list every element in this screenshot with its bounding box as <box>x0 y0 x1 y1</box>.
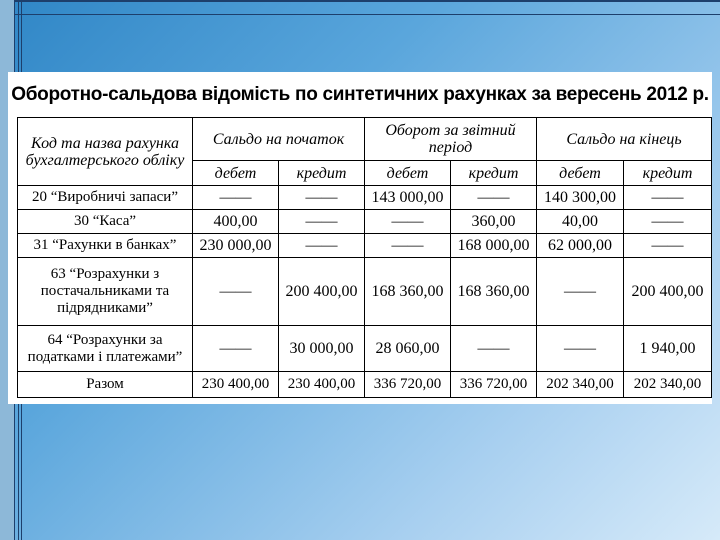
table-cell: —— <box>279 210 365 234</box>
total-cell: 202 340,00 <box>537 372 624 398</box>
table-cell: 30 000,00 <box>279 326 365 372</box>
debit-header: дебет <box>365 161 451 186</box>
table-cell: 140 300,00 <box>537 186 624 210</box>
table-row <box>18 210 712 234</box>
table-row <box>18 326 712 372</box>
table-cell: —— <box>624 210 712 234</box>
table-cell: —— <box>279 186 365 210</box>
total-row <box>18 372 712 398</box>
page-title: Оборотно-сальдова відомість по синтетичних рахунках за вересень 2012 р. <box>11 84 709 105</box>
table-cell: —— <box>537 258 624 326</box>
total-cell: 336 720,00 <box>451 372 537 398</box>
table-cell: —— <box>193 186 279 210</box>
account-name: 63 “Розрахунки з постачальниками та підрядниками” <box>18 258 193 326</box>
table-row <box>18 234 712 258</box>
table-cell: 28 060,00 <box>365 326 451 372</box>
frame-top-line <box>0 14 720 15</box>
total-cell: 202 340,00 <box>624 372 712 398</box>
debit-header: дебет <box>193 161 279 186</box>
table-cell: —— <box>279 234 365 258</box>
turnover-header: Оборот за звітний період <box>365 118 537 161</box>
slide-content-panel <box>8 72 712 404</box>
table-cell: —— <box>624 234 712 258</box>
opening-balance-header: Сальдо на початок <box>193 118 365 161</box>
table-cell: 168 360,00 <box>451 258 537 326</box>
table-cell: —— <box>537 326 624 372</box>
table-cell: —— <box>193 258 279 326</box>
table-cell: 200 400,00 <box>279 258 365 326</box>
table-cell: 62 000,00 <box>537 234 624 258</box>
account-name: 20 “Виробничі запаси” <box>18 186 193 210</box>
table-cell: 168 000,00 <box>451 234 537 258</box>
credit-header: кредит <box>451 161 537 186</box>
table-cell: —— <box>193 326 279 372</box>
table-row <box>18 258 712 326</box>
table-row <box>18 186 712 210</box>
ledger-table <box>17 117 712 398</box>
table-cell: 1 940,00 <box>624 326 712 372</box>
account-name: 64 “Розрахунки за податками і платежами” <box>18 326 193 372</box>
debit-header: дебет <box>537 161 624 186</box>
table-cell: 200 400,00 <box>624 258 712 326</box>
frame-top-line <box>0 0 720 2</box>
table-cell: —— <box>451 326 537 372</box>
credit-header: кредит <box>279 161 365 186</box>
account-name: 30 “Каса” <box>18 210 193 234</box>
table-cell: 230 000,00 <box>193 234 279 258</box>
table-cell: —— <box>365 234 451 258</box>
total-cell: 336 720,00 <box>365 372 451 398</box>
table-cell: 143 000,00 <box>365 186 451 210</box>
table-cell: —— <box>451 186 537 210</box>
total-label: Разом <box>18 372 193 398</box>
account-name: 31 “Рахунки в банках” <box>18 234 193 258</box>
credit-header: кредит <box>624 161 712 186</box>
table-cell: —— <box>624 186 712 210</box>
total-cell: 230 400,00 <box>279 372 365 398</box>
table-cell: 168 360,00 <box>365 258 451 326</box>
closing-balance-header: Сальдо на кінець <box>537 118 712 161</box>
header-row <box>18 118 712 161</box>
table-cell: 360,00 <box>451 210 537 234</box>
table-cell: —— <box>365 210 451 234</box>
table-cell: 40,00 <box>537 210 624 234</box>
total-cell: 230 400,00 <box>193 372 279 398</box>
table-cell: 400,00 <box>193 210 279 234</box>
account-column-header: Код та назва рахунка бухгалтерського обліку <box>18 118 193 186</box>
